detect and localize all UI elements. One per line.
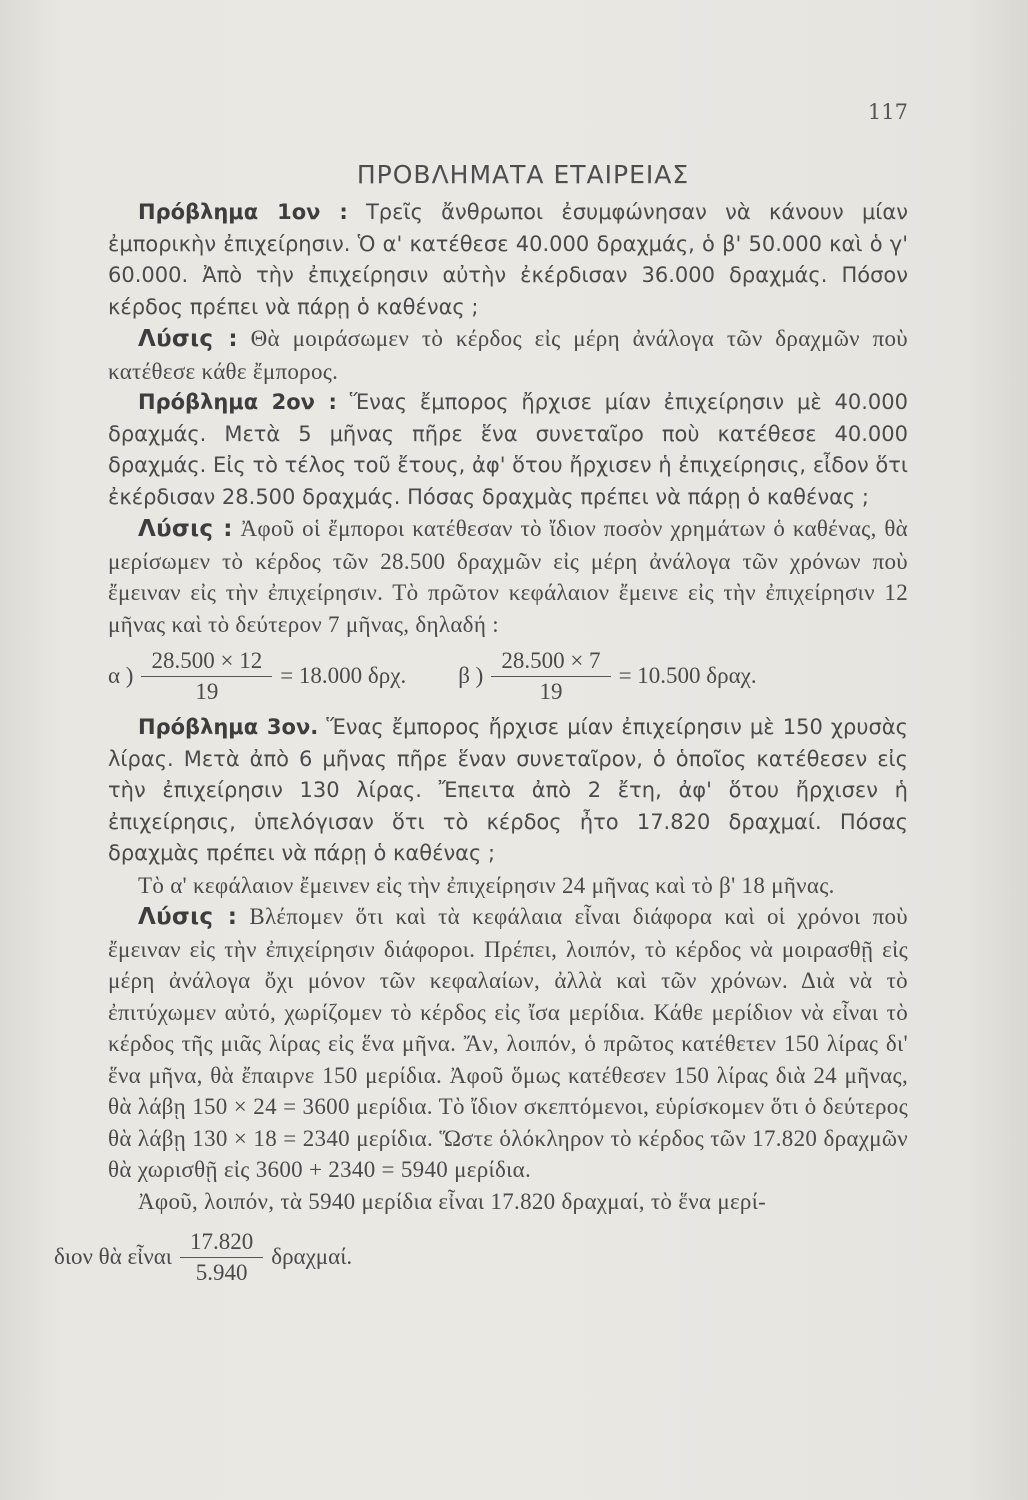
solution-1-label: Λύσις : [138,326,238,352]
calc-a-fraction [141,646,272,707]
solution-3-text: Βλέπομεν ὅτι καὶ τὰ κεφάλαια εἶναι διάφορα καὶ οἱ χρόνοι ποὺ ἔμειναν εἰς τὴν ἐπιχείρησιν διάφοροι. Πρέπει, λοιπόν, τὸ κέρδος νὰ μοιρασθῇ εἰς μέρη ἀνάλογα ὄχι μόνον τῶν κεφαλαίων, ἀλλὰ καὶ τῶν χρόνων. Διὰ νὰ τὸ ἐπιτύχωμεν αὐτό, χωρίζομεν τὸ κέρδος εἰς ἴσα μερίδια. Κάθε μερίδιον νὰ εἶναι τὸ κέρδος τῆς μιᾶς λίρας εἰς ἕνα μῆνα. Ἄν, λοιπόν, ὁ πρῶτος κατέθετεν 150 λίρας δι' ἕνα μῆνα, θὰ ἔπαιρνε 150 μερίδια. Ἀφοῦ ὅμως κατέθεσεν 150 λίρας διὰ 24 μῆνας, θὰ λάβῃ 150 × 24 = 3600 μερίδια. Τὸ ἴδιον σκεπτόμενοι, εὑρίσκομεν ὅτι ὁ δεύτερος θὰ λάβῃ 130 × 18 = 2340 μερίδια. Ὥστε ὁλόκληρον τὸ κέρδος τῶν 17.820 δραχμῶν θὰ χωρισθῇ εἰς 3600 + 2340 = 5940 μερίδια. [108,904,908,1182]
solution-3-label: Λύσις : [138,904,238,930]
problem-2 [108,387,908,513]
final-denominator: 5.940 [195,1259,248,1285]
final-fraction [180,1227,263,1288]
problem-1 [108,197,908,323]
page-number: 117 [867,100,908,124]
calc-b-result: = 10.500 δραχ. [618,663,757,688]
problem-1-solution [108,323,908,387]
problem-3 [108,712,908,870]
final-calculation [54,1217,908,1297]
calc-b-prefix: β ) [458,663,484,688]
problem-2-text: Ἕνας ἔμπορος ἤρχισε μίαν ἐπιχείρησιν μὲ 40.000 δραχμάς. Μετὰ 5 μῆνας πῆρε ἕνα συνεταῖρο ποὺ κατέθεσε 40.000 δραχμάς. Εἰς τὸ τέλος τοῦ ἔτους, ἀφ' ὅτου ἤρχισεν ἡ ἐπιχείρησις, εἶδον ὅτι ἐκέρδισαν 28.500 δραχμάς. Πόσας δραχμὰς πρέπει νὰ πάρῃ ὁ καθένας ; [108,390,908,509]
section-heading: ΠΡΟΒΛΗΜΑΤΑ ΕΤΑΙΡΕΙΑΣ [356,160,690,189]
calc-a-denominator: 19 [195,678,219,704]
problem-3-text: Ἕνας ἔμπορος ἤρχισε μίαν ἐπιχείρησιν μὲ 150 χρυσὰς λίρας. Μετὰ ἀπὸ 6 μῆνας πῆρε ἕναν συνεταῖρον, ὁ ὁποῖος κατέθεσεν εἰς τὴν ἐπιχείρησιν 130 λίρας. Ἔπειτα ἀπὸ 2 ἔτη, ἀφ' ὅτου ἤρχισεν ἡ ἐπιχείρησις, ὑπελόγισαν ὅτι τὸ κέρδος ἦτο 17.820 δραχμαί. Πόσας δραχμὰς πρέπει νὰ πάρῃ ὁ καθένας ; [108,715,908,865]
problem-3-note: Τὸ α' κεφάλαιον ἔμεινεν εἰς τὴν ἐπιχείρησιν 24 μῆνας καὶ τὸ β' 18 μῆνας. [138,872,835,898]
problem-1-label: Πρόβλημα 1ον : [138,200,348,224]
problem-3-final-text: Ἀφοῦ, λοιπόν, τὰ 5940 μερίδια εἶναι 17.820 δραχμαί, τὸ ἕνα μερί- [138,1188,767,1214]
solution-2-text: Ἀφοῦ οἱ ἔμποροι κατέθεσαν τὸ ἴδιον ποσὸν χρημάτων ὁ καθένας, θὰ μερίσωμεν τὸ κέρδος τῶν 28.500 δραχμῶν εἰς μέρη ἀνάλογα τῶν χρόνων ποὺ ἔμειναν εἰς τὴν ἐπιχείρησιν. Τὸ πρῶτον κεφάλαιον ἔμεινε εἰς τὴν ἐπιχείρησιν 12 μῆνας καὶ τὸ δεύτερον 7 μῆνας, δηλαδή : [108,516,908,637]
final-numerator: 17.820 [180,1227,263,1258]
calc-b-fraction [491,646,610,707]
solution-2-label: Λύσις : [138,516,233,542]
calc-b-numerator: 28.500 × 7 [491,646,610,677]
final-prefix: διον θὰ εἶναι [54,1244,172,1269]
page-content [54,160,908,1297]
final-suffix: δραχμαί. [271,1244,353,1269]
problem-3-label: Πρόβλημα 3ον. [138,715,319,739]
problem-2-label: Πρόβλημα 2ον : [138,390,337,414]
calc-a-result: = 18.000 δρχ. [280,663,407,688]
calc-b-denominator: 19 [539,678,563,704]
calculation-row [108,640,908,712]
solution-1-text: Θὰ μοιράσωμεν τὸ κέρδος εἰς μέρη ἀνάλογα τῶν δραχμῶν ποὺ κατέθεσε κάθε ἔμπορος. [108,326,908,384]
problem-1-text: Τρεῖς ἄνθρωποι ἐσυμφώνησαν νὰ κάνουν μίαν ἐμπορικὴν ἐπιχείρησιν. Ὁ α' κατέθεσε 40.000 δραχμάς, ὁ β' 50.000 καὶ ὁ γ' 60.000. Ἀπὸ τὴν ἐπιχείρησιν αὐτὴν ἐκέρδισαν 36.000 δραχμάς. Πόσον κέρδος πρέπει νὰ πάρῃ ὁ καθένας ; [108,200,908,319]
calc-a-numerator: 28.500 × 12 [141,646,272,677]
problem-2-solution [108,513,908,640]
problem-3-solution [108,901,908,1186]
calc-a-prefix: α ) [108,663,134,688]
